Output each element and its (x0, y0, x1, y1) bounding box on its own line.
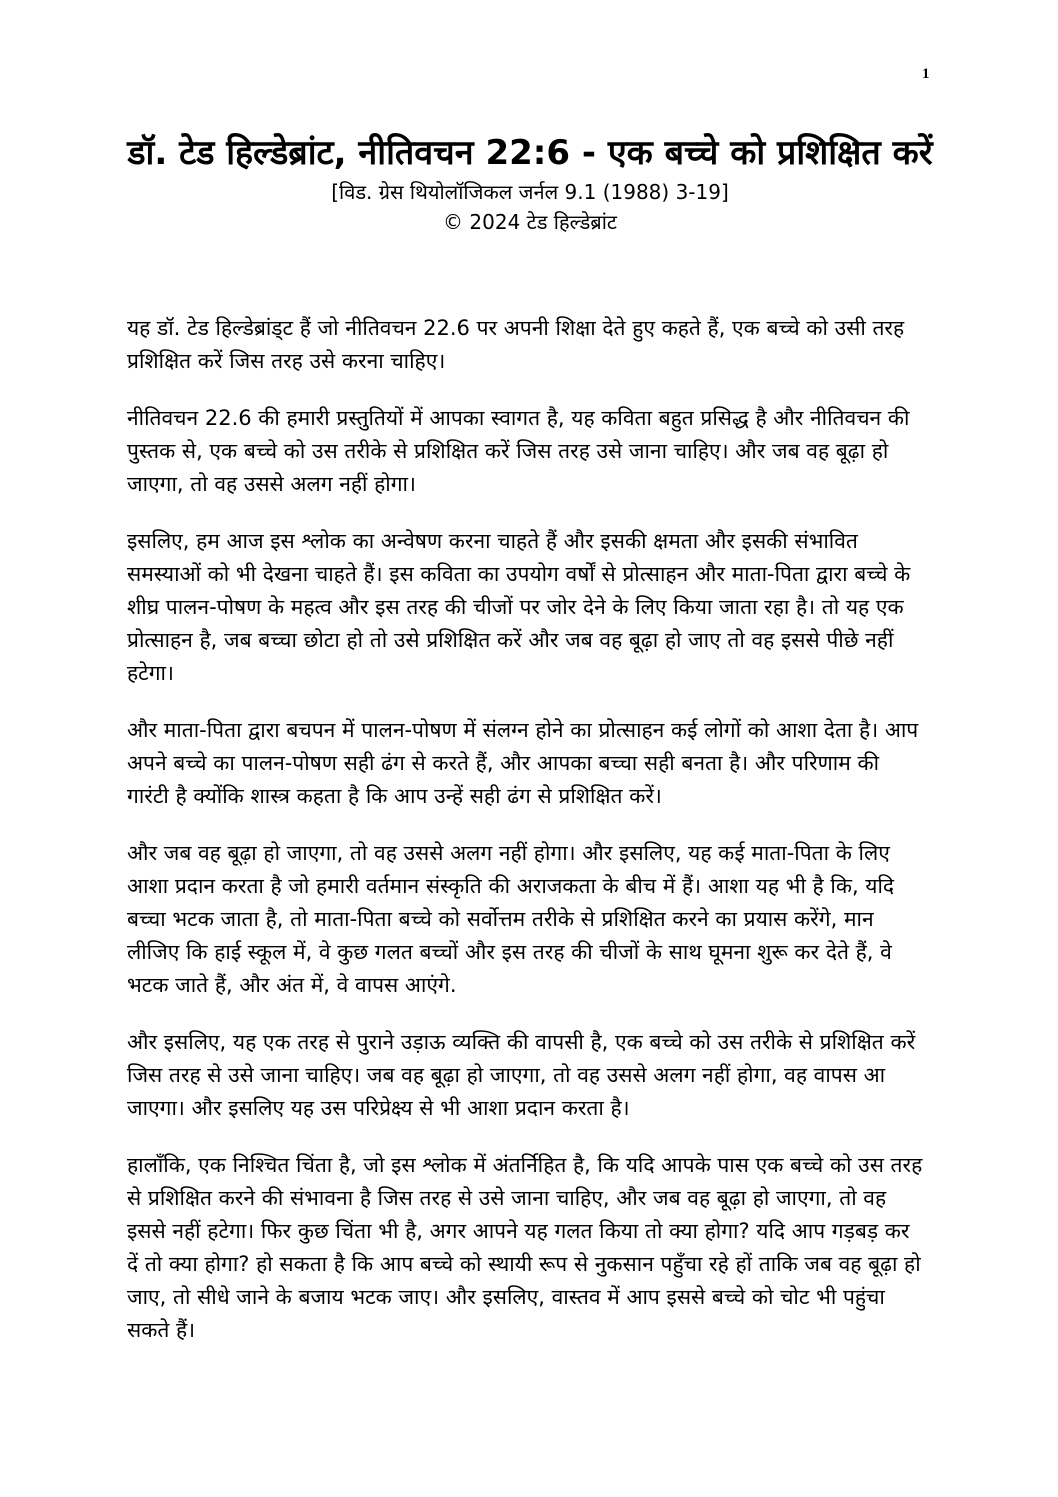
paragraph-6: और इसलिए, यह एक तरह से पुराने उड़ाऊ व्यक्ति की वापसी है, एक बच्चे को उस तरीके से प्रशिक्षित करें जिस तरह से उसे जाना चाहिए। जब वह बूढ़ा हो जाएगा, तो वह उससे अलग नहीं होगा, वह वापस आ जाएगा। और इसलिए यह उस परिप्रेक्ष्य से भी आशा प्रदान करता है। (127, 1030, 916, 1120)
copyright: © 2024 टेड हिल्डेब्रांट (443, 210, 617, 234)
paragraph-3: इसलिए, हम आज इस श्लोक का अन्वेषण करना चाहते हैं और इसकी क्षमता और इसकी संभावित समस्याओं को भी देखना चाहते हैं। इस कविता का उपयोग वर्षों से प्रोत्साहन और माता-पिता द्वारा बच्चे के शीघ्र पालन-पोषण के महत्व और इस तरह की चीजों पर जोर देने के लिए किया जाता रहा है। तो यह एक प्रोत्साहन है, जब बच्चा छोटा हो तो उसे प्रशिक्षित करें और जब वह बूढ़ा हो जाए तो वह इससे पीछे नहीं हटेगा। (127, 529, 911, 685)
document-header (110, 130, 950, 236)
paragraph-4: और माता-पिता द्वारा बचपन में पालन-पोषण में संलग्न होने का प्रोत्साहन कई लोगों को आशा देता है। आप अपने बच्चे का पालन-पोषण सही ढंग से करते हैं, और आपका बच्चा सही बनता है। और परिणाम की गारंटी है क्योंकि शास्त्र कहता है कि आप उन्हें सही ढंग से प्रशिक्षित करें। (127, 718, 919, 808)
paragraph-1: यह डॉ. टेड हिल्डेब्रांड्ट हैं जो नीतिवचन 22.6 पर अपनी शिक्षा देते हुए कहते हैं, एक बच्चे को उसी तरह प्रशिक्षित करें जिस तरह उसे करना चाहिए। (127, 316, 905, 373)
page-number: 1 (922, 66, 930, 82)
document-title: डॉ. टेड हिल्डेब्रांट, नीतिवचन 22:6 - एक बच्चे को प्रशिक्षित करें (127, 133, 933, 173)
paragraph-2: नीतिवचन 22.6 की हमारी प्रस्तुतियों में आपका स्वागत है, यह कविता बहुत प्रसिद्ध है और नीतिवचन की पुस्तक से, एक बच्चे को उस तरीके से प्रशिक्षित करें जिस तरह उसे जाना चाहिए। और जब वह बूढ़ा हो जाएगा, तो वह उससे अलग नहीं होगा। (127, 406, 910, 496)
paragraph-7: हालाँकि, एक निश्चित चिंता है, जो इस श्लोक में अंतर्निहित है, कि यदि आपके पास एक बच्चे को उस तरह से प्रशिक्षित करने की संभावना है जिस तरह से उसे जाना चाहिए, और जब वह बूढ़ा हो जाएगा, तो वह इससे नहीं हटेगा। फिर कुछ चिंता भी है, अगर आपने यह गलत किया तो क्या होगा? यदि आप गड़बड़ कर दें तो क्या होगा? हो सकता है कि आप बच्चे को स्थायी रूप से नुकसान पहुँचा रहे हों ताकि जब वह बूढ़ा हो जाए, तो सीधे जाने के बजाय भटक जाए। और इसलिए, वास्तव में आप इससे बच्चे को चोट भी पहुंचा सकते हैं। (127, 1153, 923, 1342)
document-body (127, 312, 927, 1371)
citation: [विड. ग्रेस थियोलॉजिकल जर्नल 9.1 (1988) 3-19] (331, 180, 729, 204)
paragraph-5: और जब वह बूढ़ा हो जाएगा, तो वह उससे अलग नहीं होगा। और इसलिए, यह कई माता-पिता के लिए आशा प्रदान करता है जो हमारी वर्तमान संस्कृति की अराजकता के बीच में हैं। आशा यह भी है कि, यदि बच्चा भटक जाता है, तो माता-पिता बच्चे को सर्वोत्तम तरीके से प्रशिक्षित करने का प्रयास करेंगे, मान लीजिए कि हाई स्कूल में, वे कुछ गलत बच्चों और इस तरह की चीजों के साथ घूमना शुरू कर देते हैं, वे भटक जाते हैं, और अंत में, वे वापस आएंगे. (127, 841, 895, 997)
